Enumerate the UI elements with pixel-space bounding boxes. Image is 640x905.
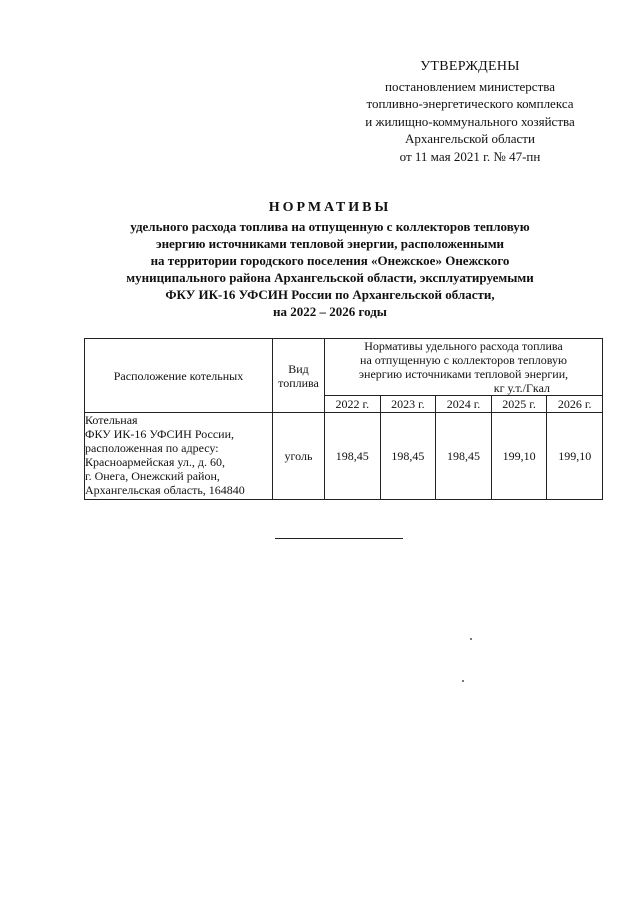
boiler-location-cell <box>85 413 273 500</box>
location-line: г. Онега, Онежский район, <box>85 469 220 483</box>
table-row <box>85 413 603 500</box>
scan-speck <box>470 638 472 640</box>
header-norms-line: Нормативы удельного расхода топлива <box>364 339 563 353</box>
header-fuel <box>273 339 325 413</box>
approval-line: от 11 мая 2021 г. № 47-пн <box>399 148 541 164</box>
approval-line: топливно-энергетического комплекса <box>366 96 574 111</box>
approval-heading: УТВЕРЖДЕНЫ <box>420 59 520 74</box>
header-year: 2025 г. <box>491 396 547 413</box>
header-fuel-line: топлива <box>278 375 319 390</box>
location-line: Красноармейская ул., д. 60, <box>85 455 225 469</box>
document-subtitle-line: на территории городского поселения «Онежское» Онежского <box>150 253 510 268</box>
document-subtitle-line: ФКУ ИК-16 УФСИН России по Архангельской области, <box>165 287 495 302</box>
table-header-row <box>85 339 603 396</box>
approval-line: постановлением министерства <box>384 78 555 94</box>
scan-speck <box>462 680 464 682</box>
norm-value-cell: 198,45 <box>325 413 381 500</box>
norm-value-cell: 198,45 <box>380 413 436 500</box>
location-line: ФКУ ИК-16 УФСИН России, <box>85 427 234 441</box>
approval-block <box>330 58 610 165</box>
header-norms-line: энергию источниками тепловой энергии, <box>358 367 569 381</box>
header-year: 2022 г. <box>325 396 381 413</box>
header-norms-line: кг у.т./Гкал <box>493 381 550 395</box>
document-subtitle-line: на 2022 – 2026 годы <box>273 304 387 319</box>
location-line: Архангельская область, 164840 <box>85 483 245 497</box>
location-line: Котельная <box>85 413 138 427</box>
document-subtitle-line: энергию источниками тепловой энергии, расположенными <box>155 236 505 251</box>
header-norms <box>325 339 603 396</box>
fuel-cell: уголь <box>273 413 325 500</box>
document-subtitle-line: муниципального района Архангельской области, эксплуатируемыми <box>126 270 534 285</box>
norm-value-cell: 198,45 <box>436 413 492 500</box>
header-location: Расположение котельных <box>85 339 273 413</box>
end-divider-line <box>275 538 403 539</box>
approval-line: Архангельской области <box>405 131 535 146</box>
norm-value-cell: 199,10 <box>491 413 547 500</box>
document-subtitle-line: удельного расхода топлива на отпущенную с коллекторов тепловую <box>130 219 530 234</box>
header-year: 2023 г. <box>380 396 436 413</box>
document-title-block <box>60 200 600 320</box>
header-year: 2026 г. <box>547 396 603 413</box>
norms-table <box>84 338 603 500</box>
header-norms-line: на отпущенную с коллекторов тепловую <box>360 353 567 367</box>
norm-value-cell: 199,10 <box>547 413 603 500</box>
header-fuel-line: Вид <box>288 361 309 376</box>
approval-line: и жилищно-коммунального хозяйства <box>365 113 575 129</box>
location-line: расположенная по адресу: <box>85 441 219 455</box>
document-title: НОРМАТИВЫ <box>268 200 392 215</box>
header-year: 2024 г. <box>436 396 492 413</box>
